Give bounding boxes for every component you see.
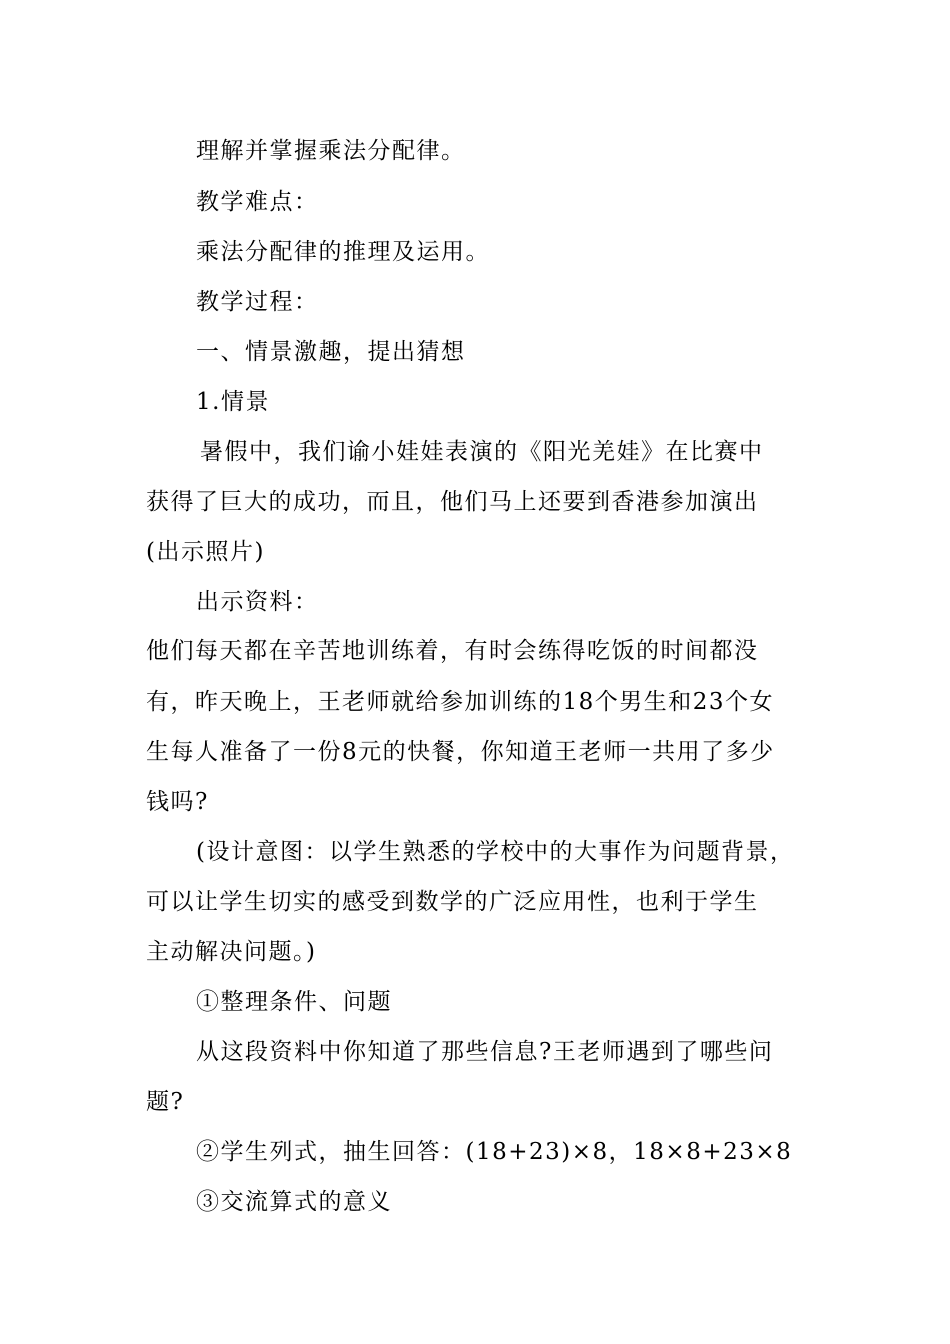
text-line: 有，昨天晚上，王老师就给参加训练的18个男生和23个女 — [146, 689, 775, 715]
list-item: ②学生列式，抽生回答：(18+23)×8，18×8+23×8 — [196, 1139, 793, 1165]
text-line: 主动解决问题。) — [146, 939, 317, 965]
text-line: 暑假中，我们谕小娃娃表演的《阳光羌娃》在比赛中 — [200, 439, 764, 465]
text-line: 理解并掌握乘法分配律。 — [196, 138, 466, 164]
text-line: 生每人准备了一份8元的快餐，你知道王老师一共用了多少 — [146, 739, 775, 765]
section-heading-one: 一、情景激趣，提出猜想 — [196, 339, 466, 365]
text-line: (出示照片) — [146, 539, 265, 565]
list-item: ③交流算式的意义 — [196, 1189, 392, 1215]
section-heading-process: 教学过程： — [196, 289, 319, 315]
text-line: 出示资料： — [196, 589, 319, 615]
text-line: 从这段资料中你知道了那些信息?王老师遇到了哪些问 — [196, 1039, 774, 1065]
text-line: (设计意图：以学生熟悉的学校中的大事作为问题背景， — [196, 839, 795, 865]
section-heading-difficulty: 教学难点： — [196, 189, 319, 215]
text-line: 题? — [146, 1089, 185, 1115]
text-line: 乘法分配律的推理及运用。 — [196, 239, 490, 265]
text-line: 可以让学生切实的感受到数学的广泛应用性，也利于学生 — [146, 889, 759, 915]
text-line: 他们每天都在辛苦地训练着，有时会练得吃饭的时间都没 — [146, 638, 759, 664]
list-item: ①整理条件、问题 — [196, 989, 392, 1015]
text-line: 钱吗? — [146, 789, 209, 815]
subheading-scenario: 1.情景 — [196, 389, 270, 415]
text-line: 获得了巨大的成功，而且，他们马上还要到香港参加演出 — [146, 489, 759, 515]
